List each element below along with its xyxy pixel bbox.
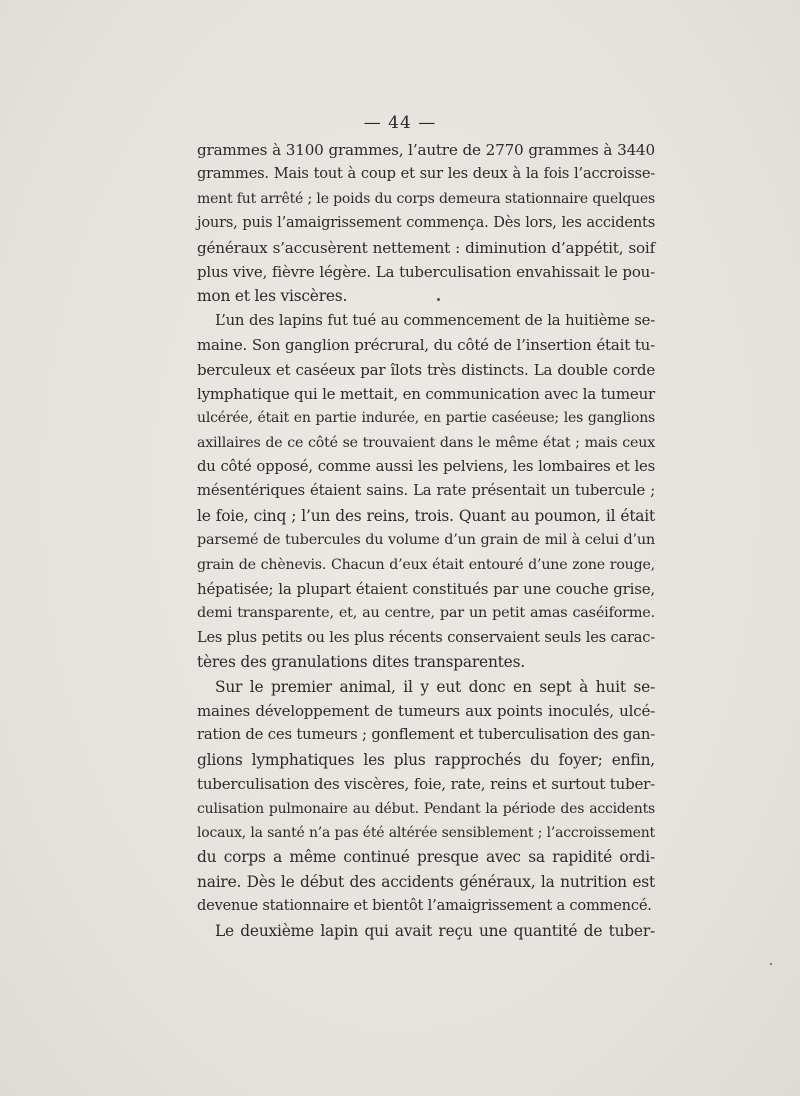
text-line: Les plus petits ou les plus récents conservaient seuls les carac- (197, 628, 655, 646)
text-line: Le deuxième lapin qui avait reçu une quantité de tuber- (215, 921, 655, 940)
text-line: ulcérée, était en partie indurée, en partie caséeuse; les ganglions (197, 410, 655, 427)
text-line: demi transparente, et, au centre, par un petit amas caséiforme. (197, 605, 655, 622)
text-line: mésentériques étaient sains. La rate présentait un tubercule ; (197, 482, 655, 500)
ink-speck (770, 963, 772, 965)
text-line: locaux, la santé n’a pas été altérée sensiblement ; l’accroissement (197, 824, 655, 841)
text-line: généraux s’accusèrent nettement : diminution d’appétit, soif (197, 238, 655, 257)
text-line: glions lymphatiques les plus rapprochés du foyer; enfin, (197, 750, 655, 769)
text-line: naire. Dès le début des accidents généraux, la nutrition est (197, 872, 655, 891)
text-line: lymphatique qui le mettait, en communication avec la tumeur (197, 384, 655, 403)
text-line: berculeux et caséeux par îlots très distincts. La double corde (197, 360, 655, 379)
text-line: tuberculisation des viscères, foie, rate, reins et surtout tuber- (197, 775, 655, 794)
text-line: ration de ces tumeurs ; gonflement et tuberculisation des gan- (197, 726, 655, 744)
body-text (197, 138, 655, 943)
text-line: culisation pulmonaire au début. Pendant la période des accidents (197, 800, 655, 817)
text-line: Sur le premier animal, il y eut donc en sept à huit se- (215, 677, 655, 696)
text-line: hépatisée; la plupart étaient constitués par une couche grise, (197, 580, 655, 599)
text-line: ment fut arrêté ; le poids du corps demeura stationnaire quelques (197, 190, 655, 207)
text-line: grammes. Mais tout à coup et sur les deux à la fois l’accroisse- (197, 165, 655, 183)
text-line: tères des granulations dites transparentes. (197, 653, 525, 672)
ink-speck (437, 298, 440, 301)
text-line: plus vive, fièvre légère. La tuberculisation envahissait le pou- (197, 262, 655, 281)
text-line: maines développement de tumeurs aux points inoculés, ulcé- (197, 701, 655, 720)
text-line: maine. Son ganglion précrural, du côté de l’insertion était tu- (197, 336, 655, 355)
text-line: L’un des lapins fut tué au commencement de la huitième se- (215, 311, 655, 329)
text-line: axillaires de ce côté se trouvaient dans le même état ; mais ceux (197, 434, 655, 451)
text-line: parsemé de tubercules du volume d’un grain de mil à celui d’un (197, 532, 655, 549)
page-number: — 44 — (363, 113, 437, 133)
text-line: du côté opposé, comme aussi les pelviens, les lombaires et les (197, 458, 655, 476)
text-line: grammes à 3100 grammes, l’autre de 2770 grammes à 3440 (197, 141, 655, 159)
text-line: le foie, cinq ; l’un des reins, trois. Quant au poumon, il était (197, 506, 655, 525)
text-line: mon et les viscères. (197, 287, 348, 306)
text-line: jours, puis l’amaigrissement commença. Dès lors, les accidents (197, 214, 655, 232)
text-line: grain de chènevis. Chacun d’eux était entouré d’une zone rouge, (197, 556, 655, 573)
text-line: du corps a même continué presque avec sa rapidité ordi- (197, 848, 655, 867)
text-line: devenue stationnaire et bientôt l’amaigrissement a commencé. (197, 897, 652, 915)
